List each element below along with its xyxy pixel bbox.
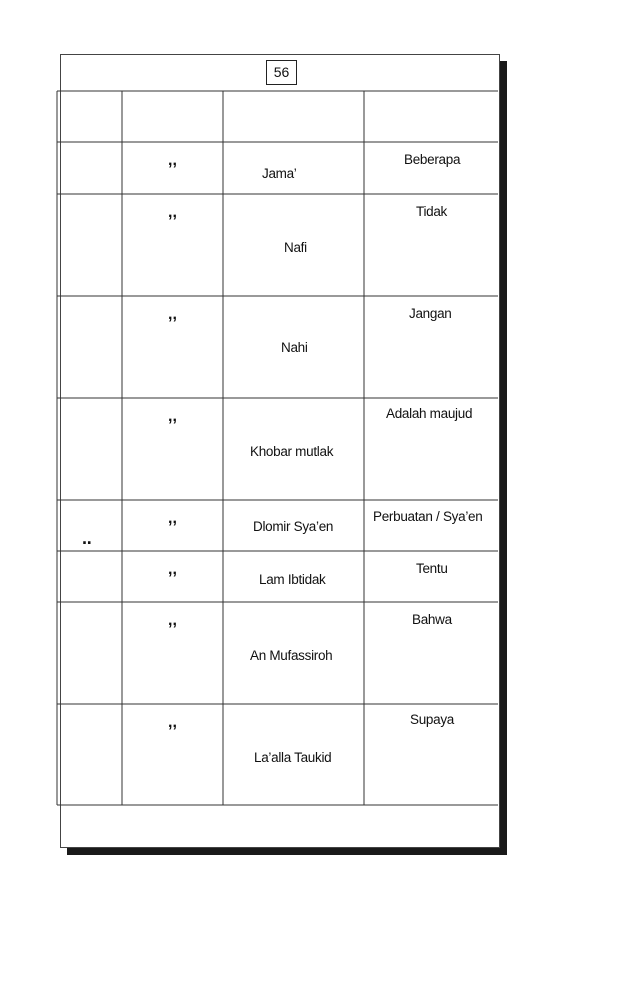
meaning-cell: Perbuatan / Sya’en [373,509,483,524]
meaning-cell: Bahwa [412,612,452,627]
meaning-cell: Tidak [416,204,448,219]
meaning-cell: Adalah maujud [386,406,473,421]
term-cell: Jama’ [262,166,297,181]
page-number: 56 [266,60,297,85]
term-cell: La’alla Taukid [254,750,332,765]
ditto-mark: ,, [168,612,177,629]
ditto-mark: ,, [168,204,177,221]
ditto-mark: ,, [168,152,177,169]
meaning-cell: Tentu [416,561,448,576]
term-cell: Nafi [284,240,307,255]
term-cell: Dlomir Sya’en [253,519,334,534]
term-cell: Nahi [281,340,308,355]
meaning-cell: Jangan [409,306,452,321]
term-cell: Khobar mutlak [250,444,334,459]
meaning-cell: Beberapa [404,152,461,167]
ditto-mark: ,, [168,714,177,731]
term-cell: An Mufassiroh [250,648,333,663]
meaning-cell: Supaya [410,712,454,727]
ditto-mark: ,, [168,408,177,425]
margin-mark: .. [82,528,92,548]
ditto-mark: ,, [168,306,177,323]
term-cell: Lam Ibtidak [259,572,326,587]
ditto-mark: ,, [168,561,177,578]
ditto-mark: ,, [168,510,177,527]
